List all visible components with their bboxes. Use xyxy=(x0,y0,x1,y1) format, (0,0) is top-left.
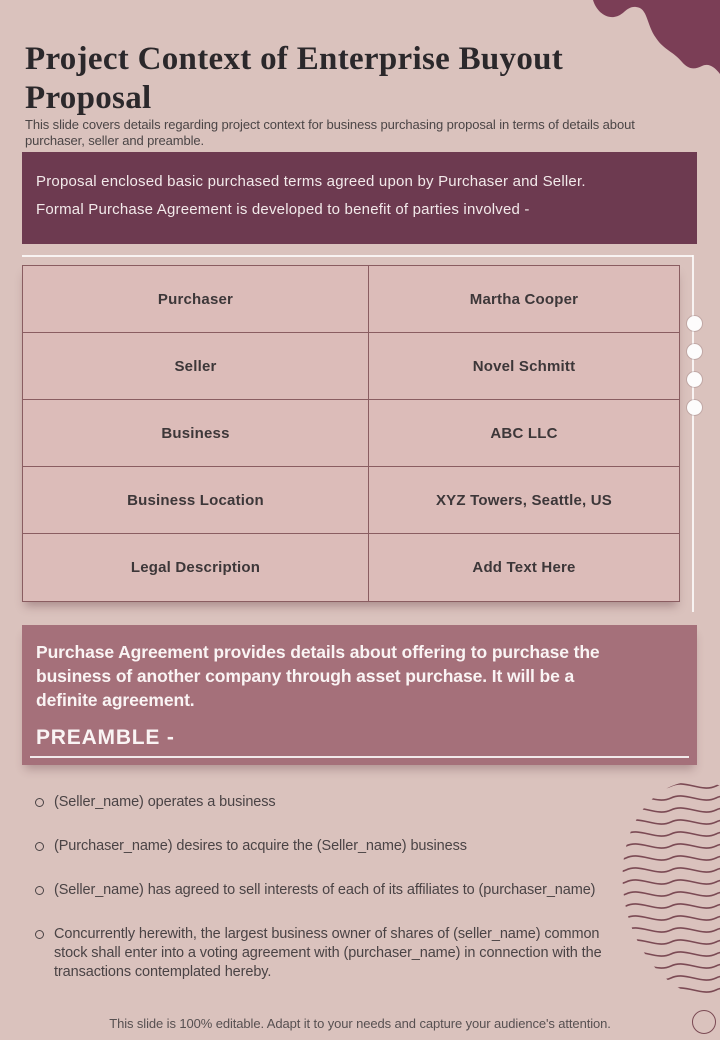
table-row-value: Martha Cooper xyxy=(469,290,579,308)
timeline-dot xyxy=(687,344,702,359)
table-row-label: Legal Description xyxy=(23,534,369,601)
slide-footer-note: This slide is 100% editable. Adapt it to your needs and capture your audience's attention. xyxy=(109,1016,611,1031)
timeline-dot xyxy=(687,400,702,415)
bullet-circle-icon xyxy=(35,886,44,895)
fingerprint-lines-decoration xyxy=(606,772,720,1040)
table-row xyxy=(23,534,679,601)
timeline-dot xyxy=(687,316,702,331)
list-item xyxy=(35,793,635,812)
slide-subtitle: This slide covers details regarding project context for business purchasing proposal in terms of details about purchaser, seller and preamble. xyxy=(25,117,635,148)
table-row-value: ABC LLC xyxy=(490,424,558,442)
bullet-circle-icon xyxy=(35,930,44,939)
list-item xyxy=(35,837,635,856)
banner-line2: Formal Purchase Agreement is developed to benefit of parties involved - xyxy=(36,201,530,218)
table-row-label: Business Location xyxy=(23,467,369,533)
horizontal-divider-line xyxy=(22,255,693,257)
proposal-terms-banner xyxy=(22,152,697,244)
bullet-circle-icon xyxy=(35,798,44,807)
table-row-label: Seller xyxy=(23,333,369,399)
table-row-value: XYZ Towers, Seattle, US xyxy=(435,491,613,509)
page-title xyxy=(25,40,645,118)
page-title-line2: Proposal xyxy=(25,80,152,117)
list-item xyxy=(35,925,635,982)
timeline-dot xyxy=(687,372,702,387)
list-item-text: (Purchaser_name) desires to acquire the (Seller_name) business xyxy=(54,838,467,854)
preamble-bullet-list xyxy=(35,793,635,1007)
table-row-value: Novel Schmitt xyxy=(472,357,576,375)
list-item-text: (Seller_name) has agreed to sell interests of each of its affiliates to (purchaser_name) xyxy=(54,882,596,898)
vertical-divider-line xyxy=(692,255,694,612)
preamble-heading: PREAMBLE - xyxy=(36,726,175,749)
list-item-text: (Seller_name) operates a business xyxy=(54,794,276,810)
bullet-circle-icon xyxy=(35,842,44,851)
table-row-value: Add Text Here xyxy=(472,559,576,576)
preamble-body: Purchase Agreement provides details about offering to purchase the business of another company through asset purchase. It will be a definite agreement. xyxy=(36,642,600,710)
table-row xyxy=(23,266,679,333)
page-title-line1: Project Context of Enterprise Buyout xyxy=(25,41,564,78)
table-row xyxy=(23,467,679,534)
banner-line1: Proposal enclosed basic purchased terms agreed upon by Purchaser and Seller. xyxy=(36,173,586,190)
list-item-text: Concurrently herewith, the largest business owner of shares of (seller_name) common stock shall enter into a voting agreement with (purchaser_name) in connection with the transactions contemplated hereby. xyxy=(54,926,602,980)
table-row xyxy=(23,400,679,467)
preamble-underline xyxy=(30,756,689,758)
buyout-details-table xyxy=(22,265,680,602)
table-row-label: Purchaser xyxy=(23,266,369,332)
table-row xyxy=(23,333,679,400)
table-row-label: Business xyxy=(23,400,369,466)
preamble-box xyxy=(22,625,697,765)
list-item xyxy=(35,881,635,900)
